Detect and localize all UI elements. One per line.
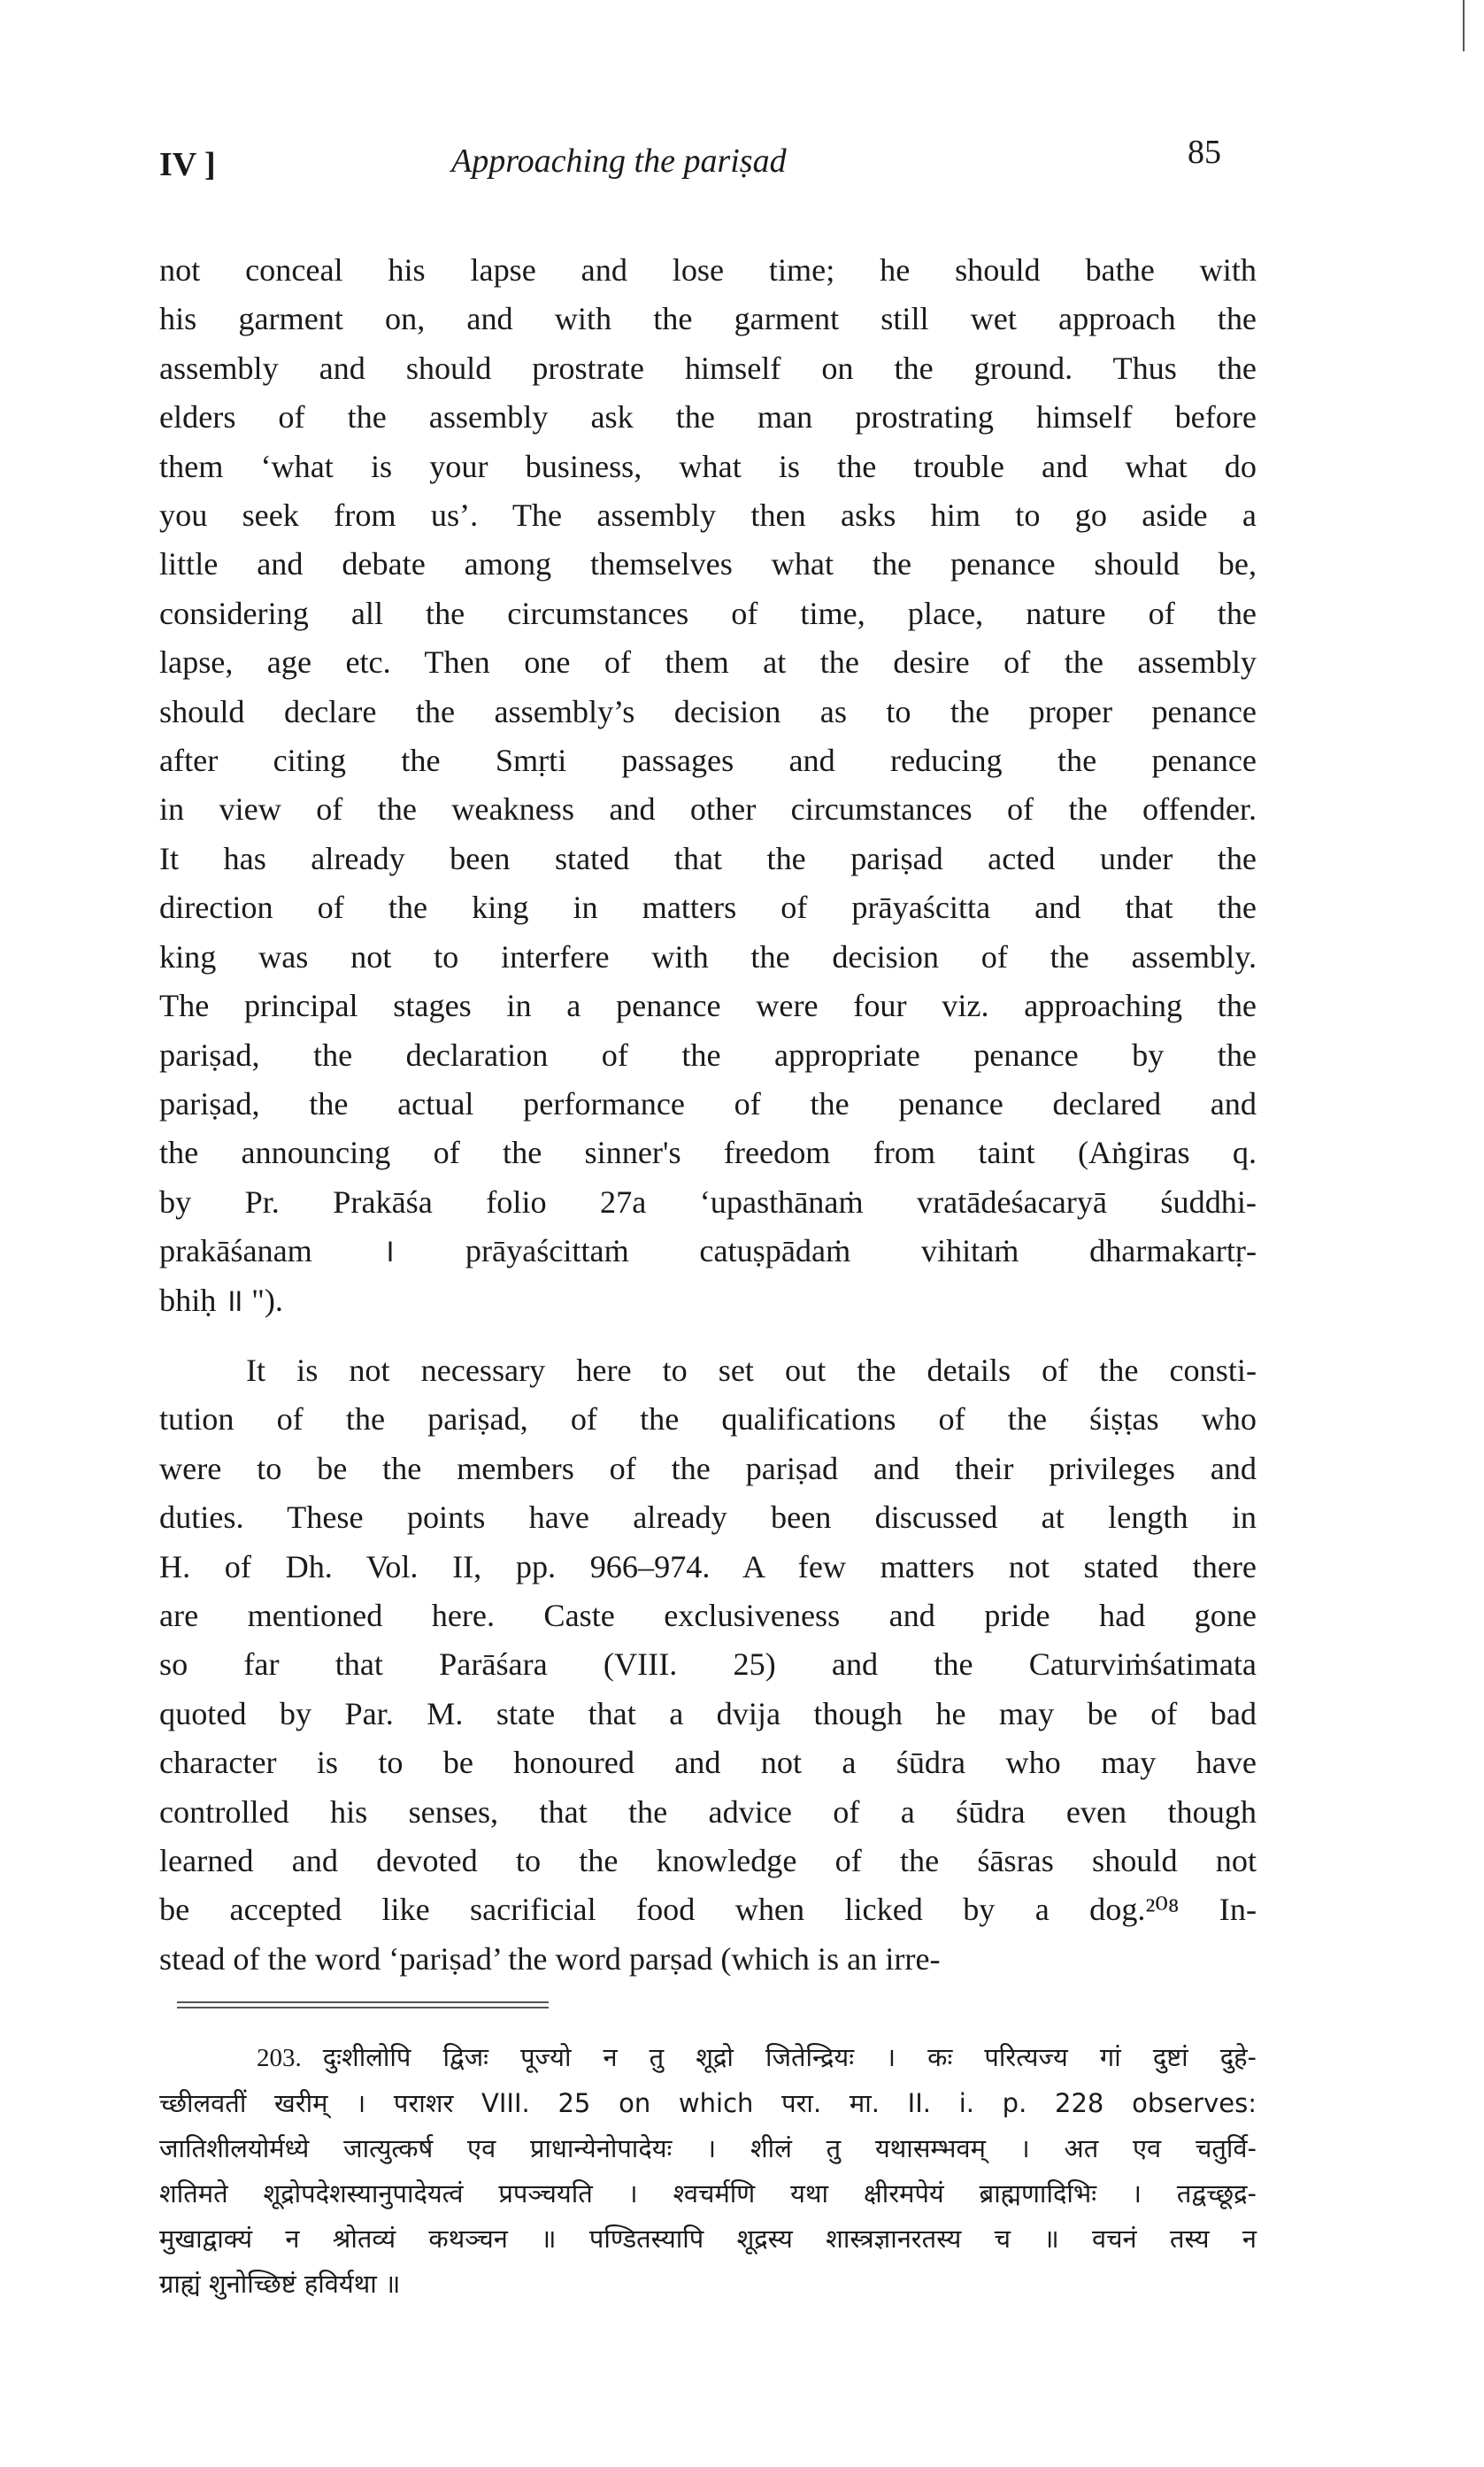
- text-line: prakāśanam । prāyaścittaṁ catuṣpādaṁ vihitaṁ dharmakartṛ-: [159, 1233, 1257, 1269]
- footnote-text: च्छीलवतीं खरीम् । पराशर VIII. 25 on which परा. मा. II. i. p. 228 observes:: [159, 2088, 1257, 2119]
- footnote-text: ग्राह्यं शुनोच्छिष्टं हविर्यथा ॥: [159, 2269, 401, 2300]
- text-line: king was not to interfere with the decision of the assembly.: [159, 938, 1257, 975]
- text-line: assembly and should prostrate himself on the ground. Thus the: [159, 350, 1257, 386]
- footnote-text: मुखाद्वाक्यं न श्रोतव्यं कथञ्चन ॥ पण्डितस्यापि शूद्रस्य शास्त्रज्ञानरतस्य च ॥ वचनं तस्य न: [159, 2224, 1257, 2255]
- paragraph-2: [159, 1346, 1257, 1984]
- text-line: were to be the members of the pariṣad and their privileges and: [159, 1450, 1257, 1486]
- footnote-text: जातिशीलयोर्मध्ये जात्युत्कर्ष एव प्राधान्येनोपादेयः । शीलं तु यथासम्भवम् । अत एव चतुर्वि-: [159, 2133, 1257, 2164]
- body-text: [159, 246, 1257, 1984]
- text-line: are mentioned here. Caste exclusiveness and pride had gone: [159, 1597, 1257, 1633]
- text-line: be accepted like sacrificial food when licked by a dog.²⁰⁸ In-: [159, 1892, 1257, 1928]
- text-line: It has already been stated that the pariṣad acted under the: [159, 840, 1257, 876]
- text-line: considering all the circumstances of time, place, nature of the: [159, 595, 1257, 631]
- text-line: elders of the assembly ask the man prostrating himself before: [159, 399, 1257, 436]
- text-line: the announcing of the sinner's freedom from taint (Aṅgiras q.: [159, 1135, 1257, 1171]
- book-page: [159, 133, 1257, 2307]
- text-line: after citing the Smṛti passages and reducing the penance: [159, 743, 1257, 779]
- footnote-text: दुःशीलोपि द्विजः पूज्यो न तु शूद्रो जितेन्द्रियः । कः परित्यज्य गां दुष्टां दुहे-: [322, 2042, 1257, 2073]
- footnote-line: [159, 2262, 1257, 2307]
- running-header: [159, 133, 1257, 195]
- text-line: should declare the assembly’s decision as to the proper penance: [159, 693, 1257, 729]
- footnote-203: [159, 2035, 1257, 2307]
- text-line: bhiḥ ॥ ").: [159, 1282, 283, 1318]
- footnote-line: [159, 2216, 1257, 2262]
- text-line: quoted by Par. M. state that a dvija though he may be of bad: [159, 1695, 1257, 1731]
- text-line: stead of the word ‘pariṣad’ the word parṣad (which is an irre-: [159, 1940, 941, 1977]
- footnote-line: [159, 2081, 1257, 2126]
- text-line: It is not necessary here to set out the details of the consti-: [246, 1352, 1257, 1388]
- footnote-line: [159, 2035, 1257, 2081]
- text-line: not conceal his lapse and lose time; he should bathe with: [159, 252, 1257, 288]
- text-line: by Pr. Prakāśa folio 27a ‘upasthānaṁ vratādeśacaryā śuddhi-: [159, 1183, 1257, 1220]
- text-line: pariṣad, the declaration of the appropriate penance by the: [159, 1037, 1257, 1073]
- paragraph-1: [159, 246, 1257, 1325]
- text-line: duties. These points have already been discussed at length in: [159, 1499, 1257, 1536]
- text-line: in view of the weakness and other circumstances of the offender.: [159, 791, 1257, 828]
- text-line: pariṣad, the actual performance of the penance declared and: [159, 1085, 1257, 1122]
- text-line: so far that Parāśara (VIII. 25) and the Caturviṁśatimata: [159, 1646, 1257, 1683]
- text-line: lapse, age etc. Then one of them at the desire of the assembly: [159, 644, 1257, 681]
- footnote-line: [159, 2126, 1257, 2171]
- text-line: controlled his senses, that the advice of a śūdra even though: [159, 1793, 1257, 1830]
- page-edge-mark: [1463, 0, 1465, 51]
- footnote-number: 203.: [257, 2044, 302, 2073]
- text-line: tution of the pariṣad, of the qualifications of the śiṣṭas who: [159, 1401, 1257, 1438]
- footnote-text: शतिमते शूद्रोपदेशस्यानुपादेयत्वं प्रपञ्चयति । श्वचर्मणि यथा क्षीरमपेयं ब्राह्मणादिभिः । तद्वच्छूद्र-: [159, 2178, 1257, 2209]
- text-line: direction of the king in matters of prāyaścitta and that the: [159, 890, 1257, 926]
- page-number: 85: [1188, 134, 1221, 171]
- text-line: them ‘what is your business, what is the trouble and what do: [159, 448, 1257, 484]
- text-line: H. of Dh. Vol. II, pp. 966–974. A few matters not stated there: [159, 1548, 1257, 1584]
- text-line: The principal stages in a penance were four viz. approaching the: [159, 988, 1257, 1024]
- text-line: learned and devoted to the knowledge of the śāsras should not: [159, 1843, 1257, 1878]
- footnote-line: [159, 2171, 1257, 2216]
- text-line: character is to be honoured and not a śūdra who may have: [159, 1745, 1257, 1781]
- text-line: you seek from us’. The assembly then asks him to go aside a: [159, 497, 1257, 534]
- running-title: Approaching the pariṣad: [451, 143, 787, 180]
- footnote-rule: [177, 2001, 549, 2008]
- text-line: his garment on, and with the garment still wet approach the: [159, 301, 1257, 337]
- chapter-marker: IV ]: [159, 146, 216, 183]
- text-line: little and debate among themselves what the penance should be,: [159, 546, 1257, 582]
